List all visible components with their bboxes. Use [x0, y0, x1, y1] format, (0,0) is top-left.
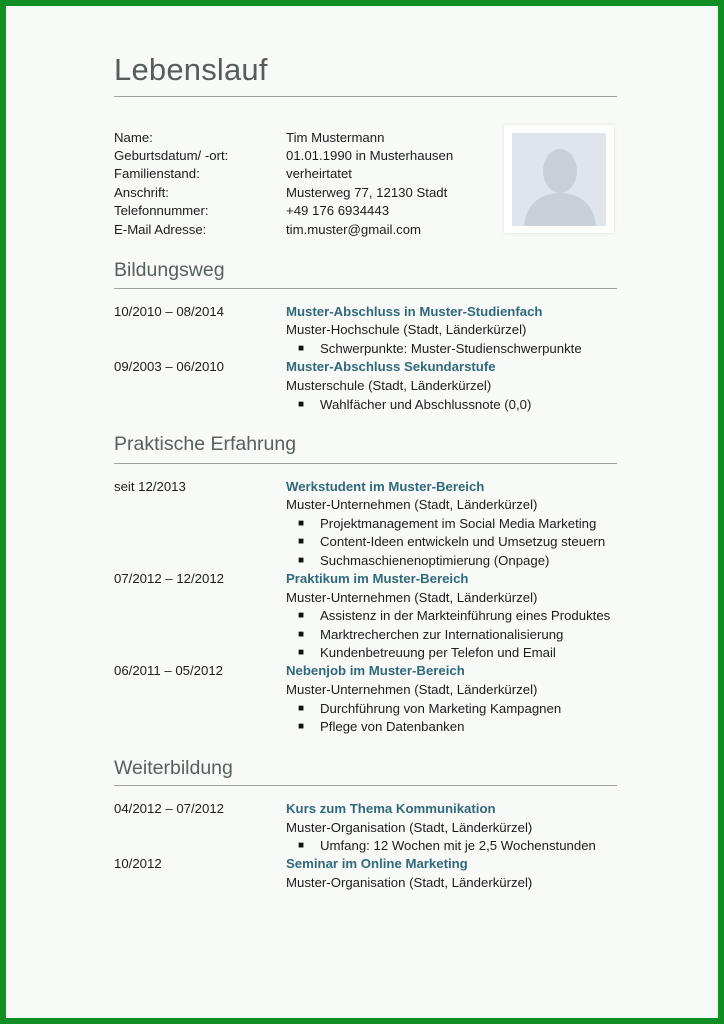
- entry-org: Musterschule (Stadt, Länderkürzel): [286, 378, 492, 393]
- section-divider: [114, 785, 617, 786]
- entry-title: Nebenjob im Muster-Bereich: [286, 663, 465, 678]
- entry-title: Seminar im Online Marketing: [286, 856, 468, 871]
- label-email: E-Mail Adresse:: [114, 222, 207, 237]
- entry-org: Muster-Hochschule (Stadt, Länderkürzel): [286, 322, 527, 337]
- entry-bullet: Kundenbetreuung per Telefon und Email: [320, 645, 556, 660]
- entry-org: Muster-Organisation (Stadt, Länderkürzel): [286, 820, 533, 835]
- label-status: Familienstand:: [114, 166, 200, 181]
- entry-bullet: Schwerpunkte: Muster-Studienschwerpunkte: [320, 341, 582, 356]
- bullet-icon: ■: [298, 518, 305, 529]
- entry-title: Praktikum im Muster-Bereich: [286, 571, 469, 586]
- entry-date: 09/2003 – 06/2010: [114, 359, 225, 374]
- value-address: Musterweg 77, 12130 Stadt: [286, 185, 448, 200]
- entry-bullet: Content-Ideen entwickeln und Umsetzug steuern: [320, 534, 606, 549]
- bullet-icon: ■: [298, 647, 305, 658]
- bullet-icon: ■: [298, 629, 305, 640]
- entry-date: 06/2011 – 05/2012: [114, 663, 224, 678]
- entry-bullet: Umfang: 12 Wochen mit je 2,5 Wochenstunden: [320, 838, 596, 853]
- value-name: Tim Mustermann: [286, 130, 385, 145]
- entry-bullet: Marktrecherchen zur Internationalisierung: [320, 627, 564, 642]
- page-title: Lebenslauf: [114, 52, 268, 87]
- value-email: tim.muster@gmail.com: [286, 222, 422, 237]
- entry-org: Muster-Unternehmen (Stadt, Länderkürzel): [286, 590, 538, 605]
- entry-bullet: Suchmaschienenoptimierung (Onpage): [320, 553, 550, 568]
- person-silhouette-icon: [512, 133, 606, 226]
- entry-bullet: Projektmanagement im Social Media Marketing: [320, 516, 597, 531]
- entry-title: Muster-Abschluss in Muster-Studienfach: [286, 304, 543, 319]
- section-divider: [114, 463, 617, 464]
- bullet-icon: ■: [298, 610, 305, 621]
- entry-org: Muster-Unternehmen (Stadt, Länderkürzel): [286, 497, 538, 512]
- entry-date: 04/2012 – 07/2012: [114, 801, 225, 816]
- entry-date: 10/2010 – 08/2014: [114, 304, 225, 319]
- entry-title: Werkstudent im Muster-Bereich: [286, 479, 485, 494]
- entry-title: Muster-Abschluss Sekundarstufe: [286, 359, 496, 374]
- entry-date: seit 12/2013: [114, 479, 186, 494]
- profile-photo-frame: [504, 125, 614, 233]
- entry-bullet: Pflege von Datenbanken: [320, 719, 465, 734]
- label-phone: Telefonnummer:: [114, 203, 209, 218]
- bullet-icon: ■: [298, 703, 305, 714]
- bullet-icon: ■: [298, 721, 305, 732]
- label-birth: Geburtsdatum/ -ort:: [114, 148, 229, 163]
- title-divider: [114, 96, 617, 97]
- entry-title: Kurs zum Thema Kommunikation: [286, 801, 496, 816]
- entry-bullet: Durchführung von Marketing Kampagnen: [320, 701, 562, 716]
- value-status: verheirtatet: [286, 166, 352, 181]
- bullet-icon: ■: [298, 840, 305, 851]
- entry-org: Muster-Unternehmen (Stadt, Länderkürzel): [286, 682, 538, 697]
- bullet-icon: ■: [298, 343, 305, 354]
- label-address: Anschrift:: [114, 185, 169, 200]
- entry-org: Muster-Organisation (Stadt, Länderkürzel): [286, 875, 533, 890]
- section-heading-bildungsweg: Bildungsweg: [114, 259, 225, 281]
- section-heading-weiterbildung: Weiterbildung: [114, 757, 233, 779]
- bullet-icon: ■: [298, 555, 305, 566]
- bullet-icon: ■: [298, 399, 305, 410]
- entry-bullet: Assistenz in der Markteinführung eines Produktes: [320, 608, 611, 623]
- entry-date: 07/2012 – 12/2012: [114, 571, 225, 586]
- section-heading-erfahrung: Praktische Erfahrung: [114, 433, 297, 455]
- entry-bullet: Wahlfächer und Abschlussnote (0,0): [320, 397, 532, 412]
- section-divider: [114, 288, 617, 289]
- label-name: Name:: [114, 130, 153, 145]
- value-birth: 01.01.1990 in Musterhausen: [286, 148, 454, 163]
- bullet-icon: ■: [298, 536, 305, 547]
- value-phone: +49 176 6934443: [286, 203, 390, 218]
- entry-date: 10/2012: [114, 856, 162, 871]
